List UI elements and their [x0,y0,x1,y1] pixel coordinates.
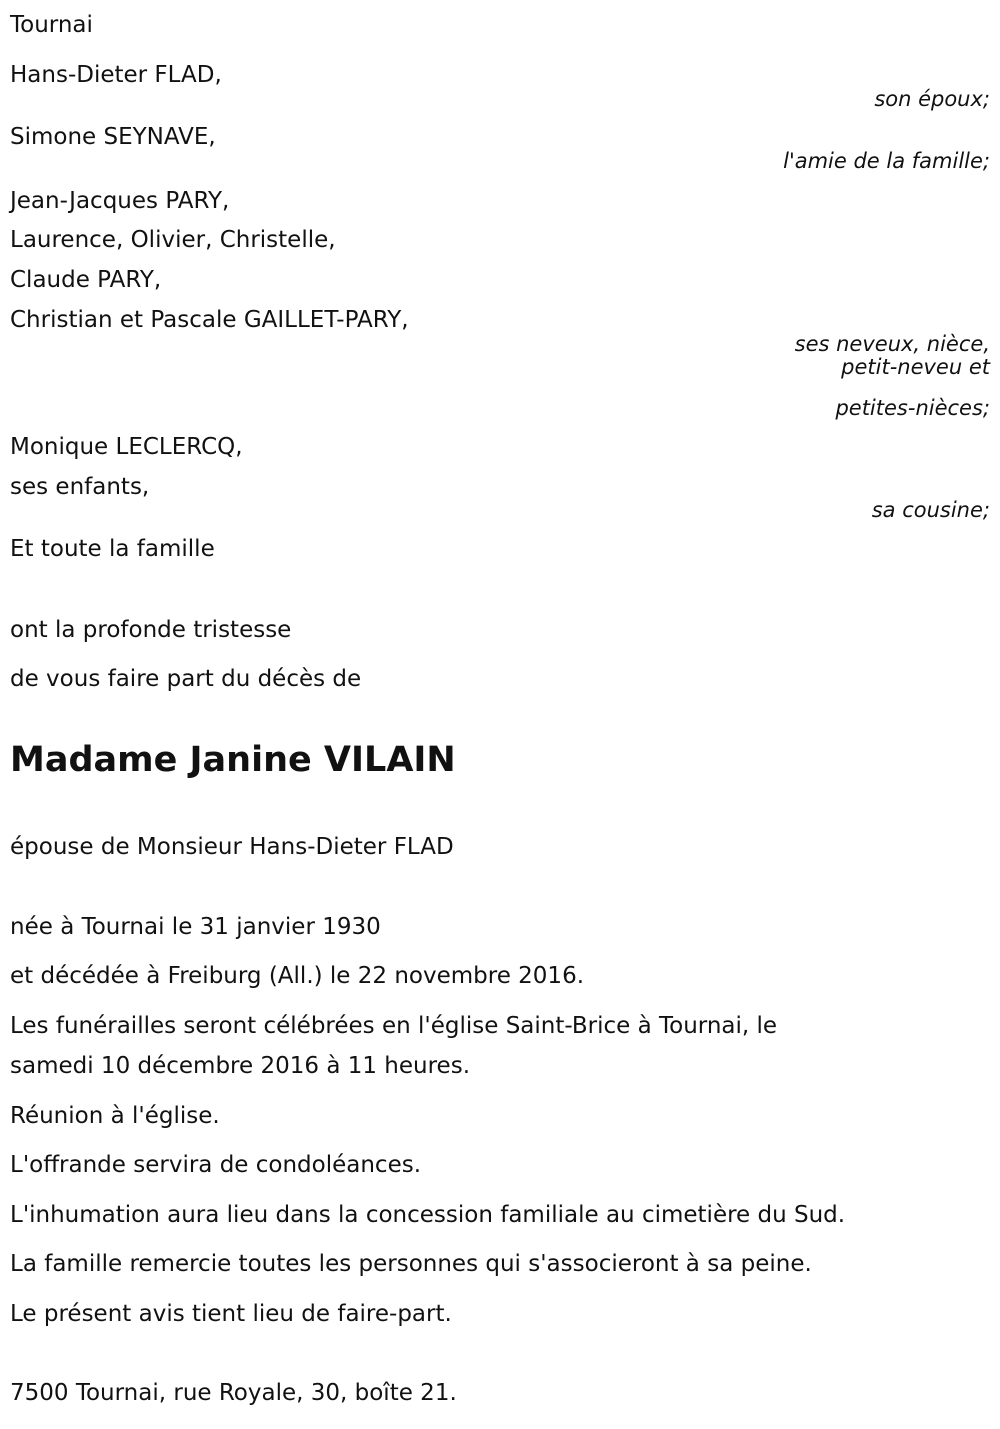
family-relation: petit-neveu et [841,355,990,379]
announcement-line: de vous faire part du décès de [10,666,362,692]
family-relation: sa cousine; [871,498,990,522]
detail-line: L'offrande servira de condoléances. [10,1152,422,1178]
family-relation: petites-nièces; [835,396,990,420]
family-name: Claude PARY, [10,267,162,293]
announcement-line: ont la profonde tristesse [10,617,292,643]
family-relation: ses neveux, nièce, [794,332,990,356]
deceased-name: Madame Janine VILAIN [10,740,456,780]
family-name: Monique LECLERCQ, [10,434,243,460]
city: Tournai [10,12,93,38]
detail-line: Les funérailles seront célébrées en l'église Saint-Brice à Tournai, le [10,1013,778,1039]
family-name: ses enfants, [10,474,150,500]
family-name: Hans-Dieter FLAD, [10,62,222,88]
detail-line: La famille remercie toutes les personnes qui s'associeront à sa peine. [10,1251,812,1277]
family-name: Et toute la famille [10,536,215,562]
detail-line: samedi 10 décembre 2016 à 11 heures. [10,1053,470,1079]
detail-line: Le présent avis tient lieu de faire-part. [10,1301,452,1327]
detail-line: L'inhumation aura lieu dans la concession familiale au cimetière du Sud. [10,1202,846,1228]
family-name: Simone SEYNAVE, [10,124,216,150]
detail-line: et décédée à Freiburg (All.) le 22 novembre 2016. [10,963,585,989]
spouse-line: épouse de Monsieur Hans-Dieter FLAD [10,834,454,860]
family-name: Jean-Jacques PARY, [10,188,230,214]
address: 7500 Tournai, rue Royale, 30, boîte 21. [10,1380,457,1406]
family-relation: l'amie de la famille; [783,149,990,173]
family-name: Christian et Pascale GAILLET-PARY, [10,307,409,333]
detail-line: Réunion à l'église. [10,1103,220,1129]
family-relation: son époux; [874,87,990,111]
detail-line: née à Tournai le 31 janvier 1930 [10,914,381,940]
family-name: Laurence, Olivier, Christelle, [10,227,336,253]
